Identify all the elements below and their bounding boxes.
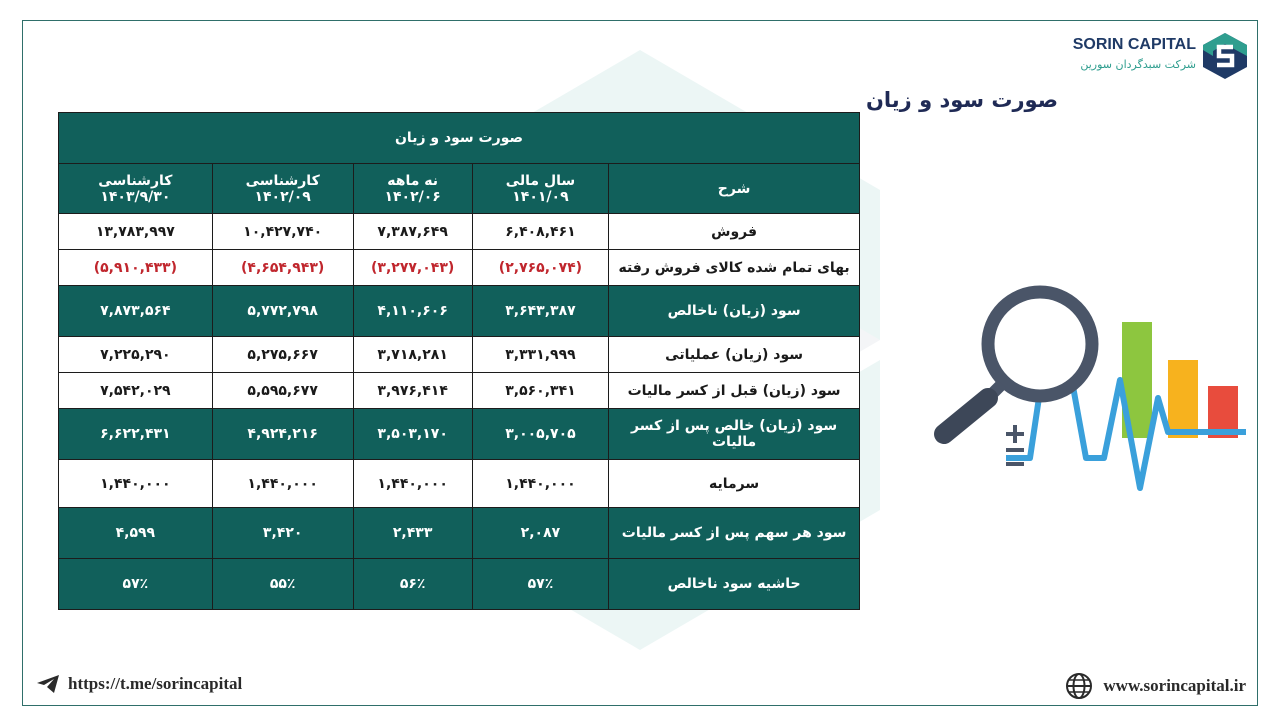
telegram-icon bbox=[36, 674, 60, 694]
cell-value: ۱۰,۴۲۷,۷۴۰ bbox=[212, 214, 353, 250]
page-title: صورت سود و زیان bbox=[865, 88, 1058, 112]
table-row bbox=[59, 250, 860, 286]
cell-value: ۳,۵۶۰,۳۴۱ bbox=[472, 373, 608, 409]
row-label: سود (زیان) ناخالص bbox=[609, 286, 860, 337]
row-label: فروش bbox=[609, 214, 860, 250]
cell-value: ۵,۲۷۵,۶۶۷ bbox=[212, 337, 353, 373]
cell-value: ۳,۵۰۳,۱۷۰ bbox=[353, 409, 472, 460]
table-row bbox=[59, 508, 860, 559]
cell-value: ۷,۵۴۲,۰۲۹ bbox=[59, 373, 213, 409]
income-statement-table bbox=[58, 112, 860, 610]
row-label: سود هر سهم پس از کسر مالیات bbox=[609, 508, 860, 559]
cell-value: ۶,۶۲۲,۴۳۱ bbox=[59, 409, 213, 460]
cell-value: ۵۷٪ bbox=[472, 559, 608, 610]
header-fy-1401-09: سال مالی ۱۴۰۱/۰۹ bbox=[472, 164, 608, 214]
cell-value-negative: (۳,۲۷۷,۰۴۳) bbox=[353, 250, 472, 286]
cell-value: ۳,۴۲۰ bbox=[212, 508, 353, 559]
cell-value: ۷,۸۷۳,۵۶۴ bbox=[59, 286, 213, 337]
cell-value: ۴,۹۲۴,۲۱۶ bbox=[212, 409, 353, 460]
cell-value: ۴,۵۹۹ bbox=[59, 508, 213, 559]
table-row bbox=[59, 214, 860, 250]
row-label: سود (زیان) عملیاتی bbox=[609, 337, 860, 373]
cell-value-negative: (۲,۷۶۵,۰۷۴) bbox=[472, 250, 608, 286]
website-footer bbox=[1065, 672, 1246, 700]
cell-value: ۶,۴۰۸,۴۶۱ bbox=[472, 214, 608, 250]
table-header-row bbox=[59, 164, 860, 214]
table-row bbox=[59, 337, 860, 373]
header-estimate-1403-09-30: کارشناسی ۱۴۰۳/۹/۳۰ bbox=[59, 164, 213, 214]
cell-value: ۴,۱۱۰,۶۰۶ bbox=[353, 286, 472, 337]
cell-value: ۳,۰۰۵,۷۰۵ bbox=[472, 409, 608, 460]
cell-value: ۷,۲۲۵,۲۹۰ bbox=[59, 337, 213, 373]
header-description: شرح bbox=[609, 164, 860, 214]
cell-value: ۵۶٪ bbox=[353, 559, 472, 610]
cell-value: ۷,۳۸۷,۶۴۹ bbox=[353, 214, 472, 250]
table-row bbox=[59, 286, 860, 337]
telegram-footer bbox=[36, 674, 242, 694]
telegram-link[interactable]: https://t.me/sorincapital bbox=[68, 674, 243, 693]
cell-value: ۵۵٪ bbox=[212, 559, 353, 610]
header-9m-1402-06: نه ماهه ۱۴۰۲/۰۶ bbox=[353, 164, 472, 214]
cell-value: ۱,۴۴۰,۰۰۰ bbox=[59, 460, 213, 508]
cell-value: ۵۷٪ bbox=[59, 559, 213, 610]
row-label: سود (زیان) قبل از کسر مالیات bbox=[609, 373, 860, 409]
row-label: بهای تمام شده کالای فروش رفته bbox=[609, 250, 860, 286]
cell-value: ۲,۰۸۷ bbox=[472, 508, 608, 559]
sorin-logo-icon bbox=[1202, 32, 1248, 80]
table-row bbox=[59, 460, 860, 508]
cell-value: ۵,۵۹۵,۶۷۷ bbox=[212, 373, 353, 409]
cell-value: ۱,۴۴۰,۰۰۰ bbox=[472, 460, 608, 508]
brand-name-en: SORIN CAPITAL bbox=[1072, 36, 1196, 53]
table-caption-row bbox=[59, 113, 860, 164]
table-row bbox=[59, 373, 860, 409]
brand-name-fa: شرکت سبدگردان سورین bbox=[1080, 58, 1196, 71]
cell-value: ۵,۷۷۲,۷۹۸ bbox=[212, 286, 353, 337]
cell-value: ۱,۴۴۰,۰۰۰ bbox=[353, 460, 472, 508]
analysis-magnifier-chart-illustration bbox=[928, 282, 1246, 494]
table-row bbox=[59, 559, 860, 610]
cell-value: ۳,۹۷۶,۴۱۴ bbox=[353, 373, 472, 409]
row-label: حاشیه سود ناخالص bbox=[609, 559, 860, 610]
table-caption: صورت سود و زیان bbox=[59, 113, 860, 164]
row-label: سود (زیان) خالص پس از کسر مالیات bbox=[609, 409, 860, 460]
row-label: سرمایه bbox=[609, 460, 860, 508]
website-link[interactable]: www.sorincapital.ir bbox=[1103, 676, 1246, 695]
header-estimate-1402-09: کارشناسی ۱۴۰۲/۰۹ bbox=[212, 164, 353, 214]
cell-value: ۱,۴۴۰,۰۰۰ bbox=[212, 460, 353, 508]
globe-icon bbox=[1065, 672, 1093, 700]
cell-value: ۱۳,۷۸۳,۹۹۷ bbox=[59, 214, 213, 250]
cell-value-negative: (۵,۹۱۰,۴۳۳) bbox=[59, 250, 213, 286]
cell-value: ۳,۷۱۸,۲۸۱ bbox=[353, 337, 472, 373]
brand-logo bbox=[1072, 32, 1252, 80]
cell-value: ۳,۶۴۳,۳۸۷ bbox=[472, 286, 608, 337]
cell-value: ۳,۳۳۱,۹۹۹ bbox=[472, 337, 608, 373]
cell-value: ۲,۴۳۳ bbox=[353, 508, 472, 559]
cell-value-negative: (۴,۶۵۴,۹۴۳) bbox=[212, 250, 353, 286]
table-row bbox=[59, 409, 860, 460]
